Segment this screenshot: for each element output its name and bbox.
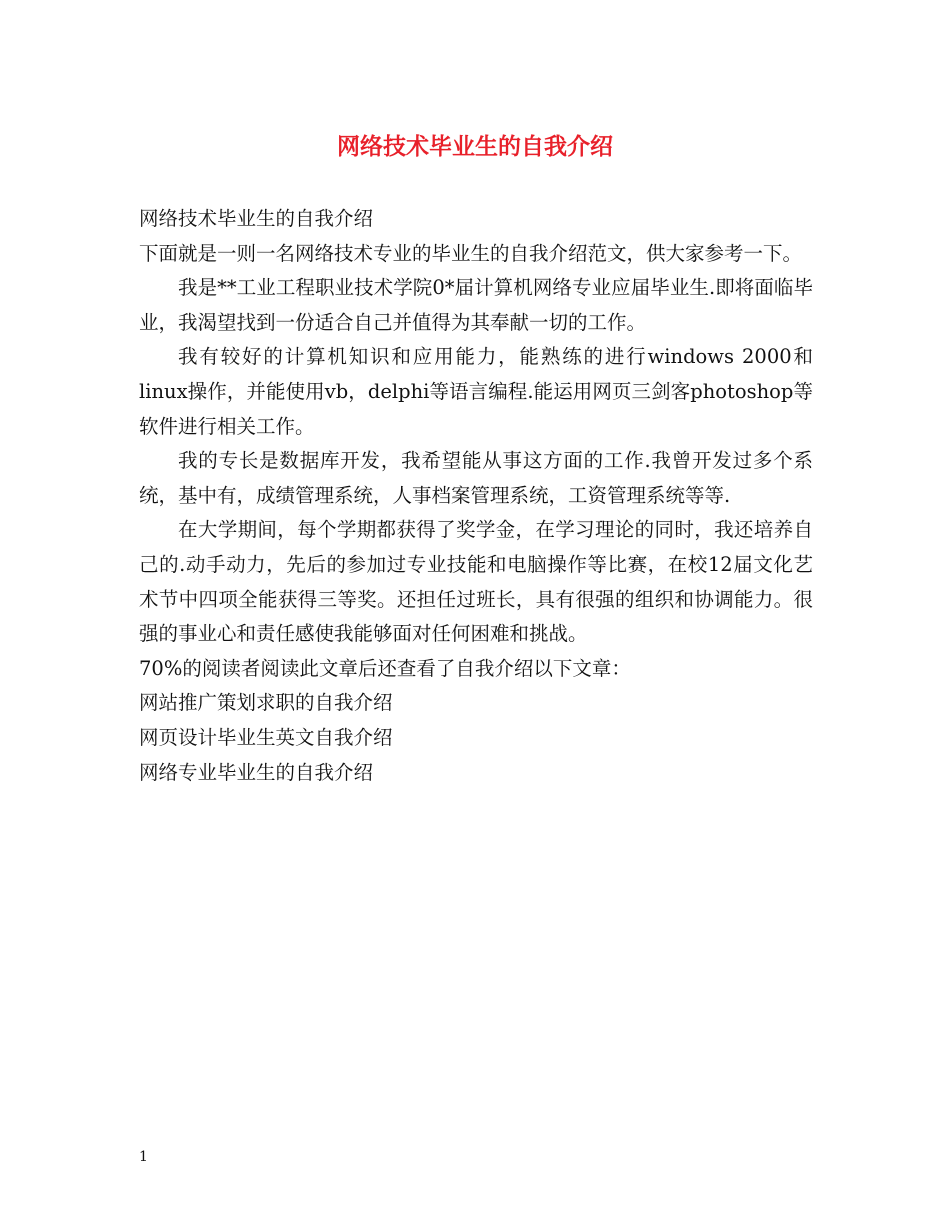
page-number: 1 bbox=[139, 1149, 148, 1165]
body-paragraph-3: 我的专长是数据库开发，我希望能从事这方面的工作.我曾开发过多个系统，基中有，成绩管理系统，人事档案管理系统，工资管理系统等等. bbox=[139, 449, 813, 507]
related-link-3[interactable]: 网络专业毕业生的自我介绍 bbox=[139, 760, 374, 784]
document-body bbox=[139, 202, 813, 790]
related-heading: 70%的阅读者阅读此文章后还查看了自我介绍以下文章： bbox=[139, 656, 631, 680]
body-paragraph-1: 我是**工业工程职业技术学院0*届计算机网络专业应届毕业生.即将面临毕业，我渴望找到一份适合自己并值得为其奉献一切的工作。 bbox=[139, 276, 813, 334]
intro-paragraph: 下面就是一则一名网络技术专业的毕业生的自我介绍范文，供大家参考一下。 bbox=[139, 241, 803, 265]
document-subtitle: 网络技术毕业生的自我介绍 bbox=[139, 207, 374, 230]
body-paragraph-4: 在大学期间，每个学期都获得了奖学金，在学习理论的同时，我还培养自己的.动手动力，先后的参加过专业技能和电脑操作等比赛，在校12届文化艺术节中四项全能获得三等奖。还担任过班长，具有很强的组织和协调能力。很强的事业心和责任感使我能够面对任何困难和挑战。 bbox=[139, 518, 813, 646]
document-title: 网络技术毕业生的自我介绍 bbox=[337, 133, 613, 160]
related-link-2[interactable]: 网页设计毕业生英文自我介绍 bbox=[139, 725, 393, 749]
body-paragraph-2: 我有较好的计算机知识和应用能力，能熟练的进行windows 2000和linux操作，并能使用vb，delphi等语言编程.能运用网页三剑客photoshop等软件进行相关工作。 bbox=[139, 345, 813, 438]
related-link-1[interactable]: 网站推广策划求职的自我介绍 bbox=[139, 691, 393, 715]
